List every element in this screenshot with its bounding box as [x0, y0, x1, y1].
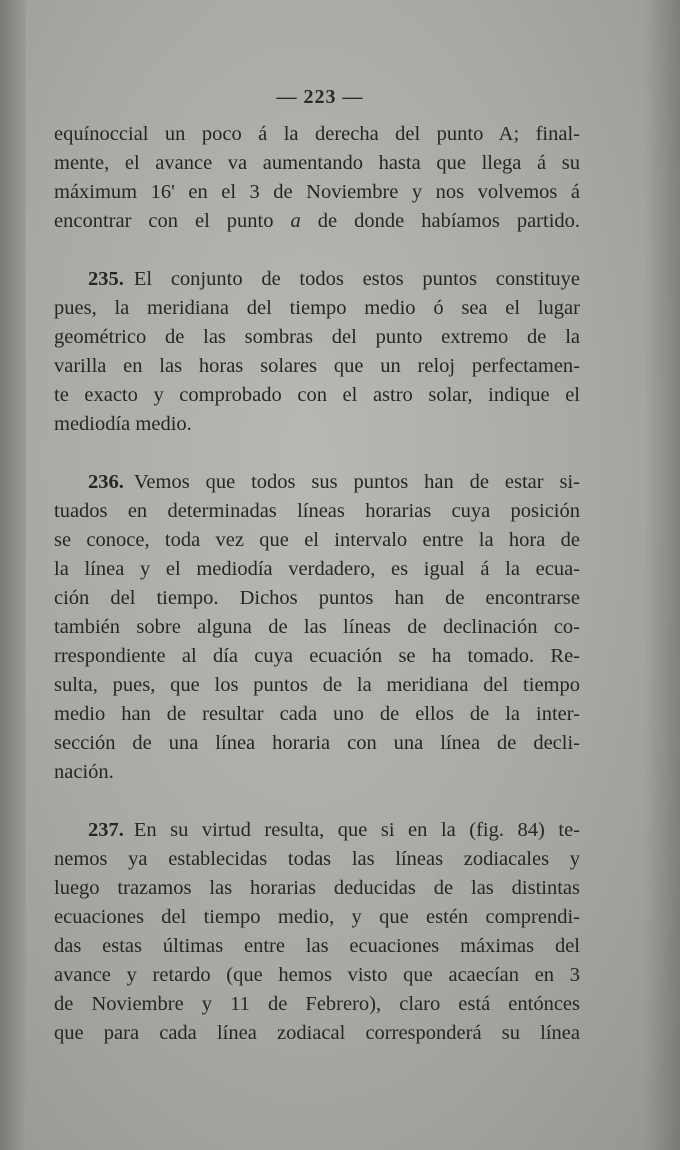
text-line: equínoccial un poco á la derecha del punto A; final-: [54, 123, 580, 145]
text-fragment: encontrar con el punto: [54, 210, 274, 232]
text-fragment: El conjunto de todos estos puntos constituye: [133, 268, 580, 290]
text-line: de Noviembre y 11 de Febrero), claro está entónces: [54, 993, 580, 1015]
text-line: mente, el avance va aumentando hasta que llega á su: [54, 152, 580, 174]
text-line: sulta, pues, que los puntos de la meridiana del tiempo: [54, 674, 580, 696]
text-line: se conoce, toda vez que el intervalo entre la hora de: [54, 529, 580, 551]
text-line: sección de una línea horaria con una línea de decli-: [54, 732, 580, 754]
paragraph-number: 236.: [88, 471, 124, 493]
page-number: — 223 —: [276, 86, 364, 108]
text-line: pues, la meridiana del tiempo medio ó sea el lugar: [54, 297, 580, 319]
text-line: avance y retardo (que hemos visto que acaecían en 3: [54, 964, 580, 986]
text-line: medio han de resultar cada uno de ellos de la inter-: [54, 703, 580, 725]
text-line: [54, 816, 580, 845]
text-line: que para cada línea zodiacal corresponderá su línea: [54, 1022, 580, 1044]
paragraph-number: 235.: [88, 268, 124, 290]
text-line: varilla en las horas solares que un reloj perfectamen-: [54, 355, 580, 377]
text-line: también sobre alguna de las líneas de declinación co-: [54, 616, 580, 638]
text-line: [54, 468, 580, 497]
text-line: [54, 265, 580, 294]
italic-symbol: a: [290, 210, 301, 232]
text-line: das estas últimas entre las ecuaciones máximas del: [54, 935, 580, 957]
text-line: mediodía medio.: [54, 413, 192, 435]
paragraph-236: [54, 468, 580, 787]
paragraph-237: [54, 816, 580, 1048]
text-line: ecuaciones del tiempo medio, y que estén comprendi-: [54, 906, 580, 928]
text-fragment: Vemos que todos sus puntos han de estar si-: [133, 471, 580, 493]
text-line: te exacto y comprobado con el astro solar, indique el: [54, 384, 580, 406]
paragraph-235: [54, 265, 580, 439]
text-line: la línea y el mediodía verdadero, es igual á la ecua-: [54, 558, 580, 580]
text-line: luego trazamos las horarias deducidas de las distintas: [54, 877, 580, 899]
page-gutter: [0, 0, 26, 1150]
body-text: [54, 120, 580, 1048]
text-fragment: En su virtud resulta, que si en la (fig. 84) te-: [133, 819, 580, 841]
paragraph-number: 237.: [88, 819, 124, 841]
text-line: geométrico de las sombras del punto extremo de la: [54, 326, 580, 348]
continuation-paragraph: [54, 120, 580, 236]
text-line: ción del tiempo. Dichos puntos han de encontrarse: [54, 587, 580, 609]
text-line: máximum 16' en el 3 de Noviembre y nos volvemos á: [54, 181, 580, 203]
text-line: [54, 207, 580, 236]
text-line: nemos ya establecidas todas las líneas zodiacales y: [54, 848, 580, 870]
text-line: nación.: [54, 761, 114, 783]
page-edge-shadow: [644, 0, 680, 1150]
text-line: rrespondiente al día cuya ecuación se ha tomado. Re-: [54, 645, 580, 667]
text-line: tuados en determinadas líneas horarias cuya posición: [54, 500, 580, 522]
text-fragment: de donde habíamos partido.: [317, 210, 581, 232]
